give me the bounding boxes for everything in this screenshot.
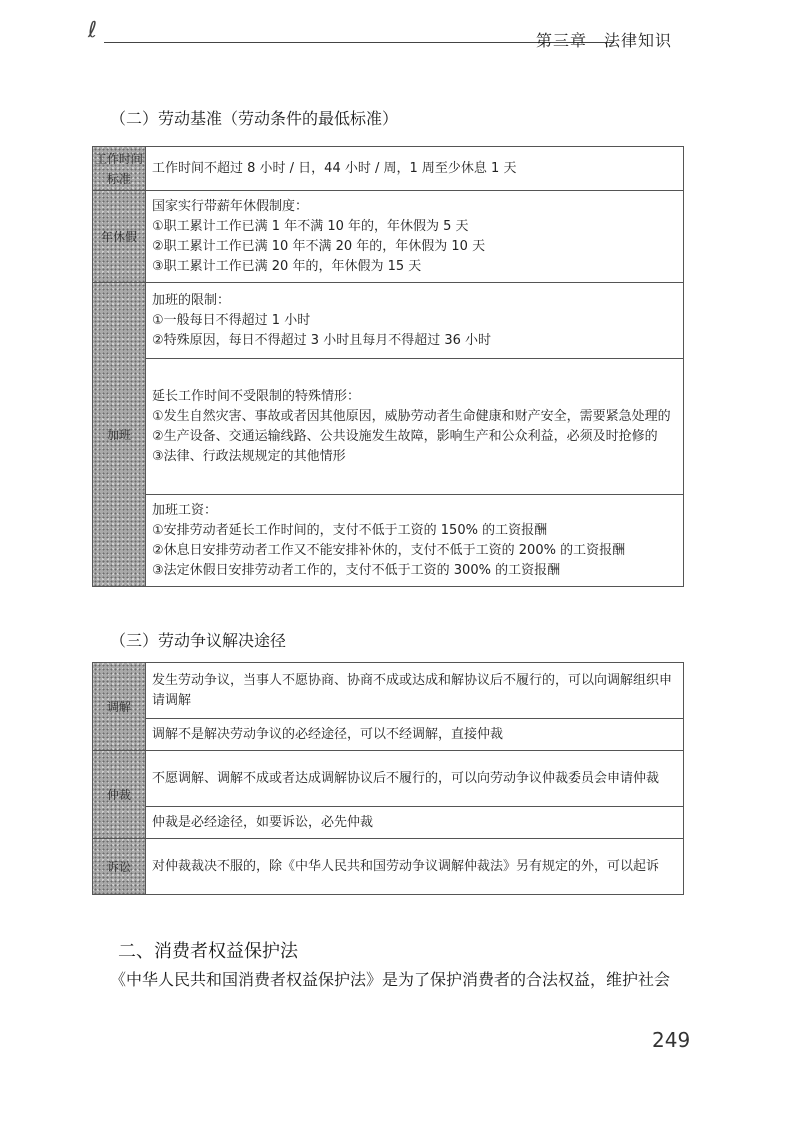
table-row — [93, 495, 684, 587]
row-head: 仲裁 — [93, 751, 146, 839]
section-heading-consumer-law: 二、消费者权益保护法 — [118, 941, 298, 962]
row-line: ①安排劳动者延长工作时间的，支付不低于工资的 150% 的工资报酬 — [152, 522, 548, 538]
row-head: 诉讼 — [93, 839, 146, 895]
row-content — [146, 283, 684, 359]
row-head: 加班 — [93, 283, 146, 587]
row-line: 不愿调解、调解不成或者达成调解协议后不履行的，可以向劳动争议仲裁委员会申请仲裁 — [152, 770, 660, 786]
row-content — [146, 839, 684, 895]
table-row — [93, 359, 684, 495]
row-line: 延长工作时间不受限制的特殊情形： — [152, 388, 361, 404]
row-line: 发生劳动争议，当事人不愿协商、协商不成或达成和解协议后不履行的，可以向调解组织申请调解 — [152, 672, 673, 708]
row-line: ①发生自然灾害、事故或者因其他原因，威胁劳动者生命健康和财产安全，需要紧急处理的 — [152, 408, 671, 424]
table-row — [93, 751, 684, 807]
table-row — [93, 839, 684, 895]
section-title-labor-standards: （二）劳动基准（劳动条件的最低标准） — [110, 109, 399, 128]
table-row — [93, 191, 684, 283]
table-row — [93, 663, 684, 719]
row-content — [146, 359, 684, 495]
row-line: ③法律、行政法规规定的其他情形 — [152, 448, 346, 464]
row-line: 对仲裁裁决不服的，除《中华人民共和国劳动争议调解仲裁法》另有规定的外，可以起诉 — [152, 858, 660, 874]
row-line: ③职工累计工作已满 20 年的，年休假为 15 天 — [152, 258, 422, 274]
row-line: 加班工资： — [152, 502, 218, 518]
row-line: ②特殊原因，每日不得超过 3 小时且每月不得超过 36 小时 — [152, 332, 491, 348]
page-number: 249 — [652, 1028, 691, 1052]
dispute-resolution-table — [92, 662, 684, 895]
row-head: 年休假 — [93, 191, 146, 283]
table-row — [93, 719, 684, 751]
row-line: 调解不是解决劳动争议的必经途径，可以不经调解，直接仲裁 — [152, 726, 504, 742]
row-line: ①一般每日不得超过 1 小时 — [152, 312, 311, 328]
labor-standards-table — [92, 146, 684, 587]
chapter-title: 第三章 法律知识 — [535, 31, 672, 50]
row-line: ②休息日安排劳动者工作又不能安排补休的，支付不低于工资的 200% 的工资报酬 — [152, 542, 626, 558]
row-line: 国家实行带薪年休假制度： — [152, 198, 309, 214]
leaf-logo-icon: ℓ — [88, 18, 98, 43]
table-row — [93, 807, 684, 839]
row-line: 工作时间不超过 8 小时 / 日，44 小时 / 周，1 周至少休息 1 天 — [152, 160, 517, 176]
row-head: 工作时间标准 — [93, 147, 146, 191]
row-content — [146, 807, 684, 839]
row-line: ①职工累计工作已满 1 年不满 10 年的，年休假为 5 天 — [152, 218, 469, 234]
section-title-dispute-resolution: （三）劳动争议解决途径 — [110, 631, 287, 650]
table-row — [93, 147, 684, 191]
row-head: 调解 — [93, 663, 146, 751]
row-line: ②职工累计工作已满 10 年不满 20 年的，年休假为 10 天 — [152, 238, 486, 254]
row-line: 仲裁是必经途径，如要诉讼，必先仲裁 — [152, 814, 374, 830]
body-paragraph: 《中华人民共和国消费者权益保护法》是为了保护消费者的合法权益，维护社会 — [110, 970, 671, 989]
row-line: ③法定休假日安排劳动者工作的，支付不低于工资的 300% 的工资报酬 — [152, 562, 561, 578]
row-content — [146, 495, 684, 587]
table-row — [93, 283, 684, 359]
row-content — [146, 191, 684, 283]
row-content — [146, 751, 684, 807]
running-header — [80, 18, 700, 62]
row-content — [146, 719, 684, 751]
row-line: ②生产设备、交通运输线路、公共设施发生故障，影响生产和公众利益，必须及时抢修的 — [152, 428, 658, 444]
row-line: 加班的限制： — [152, 292, 231, 308]
row-content — [146, 147, 684, 191]
row-content — [146, 663, 684, 719]
